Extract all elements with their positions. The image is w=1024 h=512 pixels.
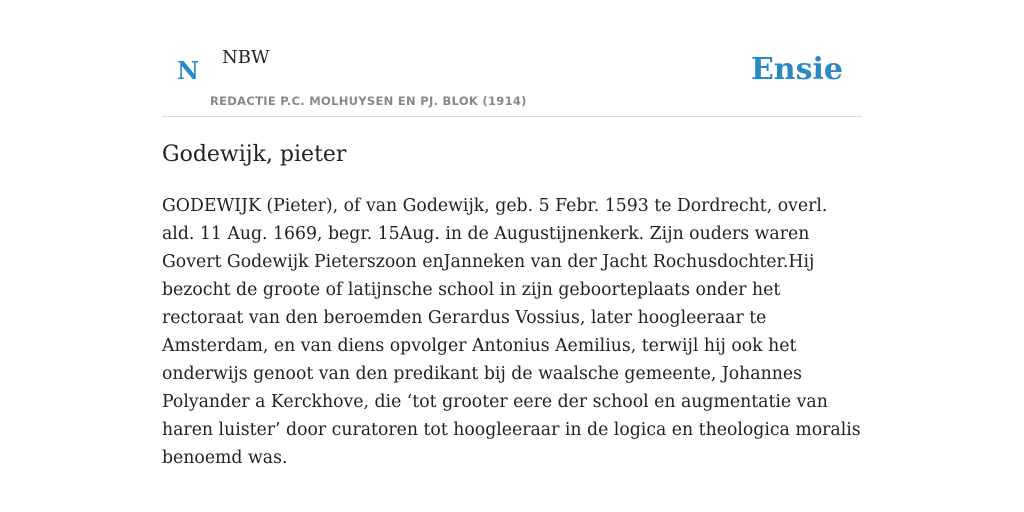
source-subtitle: REDACTIE P.C. MOLHUYSEN EN PJ. BLOK (1914) xyxy=(210,94,527,108)
nbw-logo-icon[interactable]: N xyxy=(177,56,199,85)
ensie-logo-link[interactable]: Ensie xyxy=(750,52,843,87)
article-title: Godewijk, pieter xyxy=(162,142,347,167)
header xyxy=(162,0,862,117)
source-name-link[interactable]: NBW xyxy=(222,47,270,68)
article-body: GODEWIJK (Pieter), of van Godewijk, geb. 5 Febr. 1593 te Dordrecht, overl. ald. 11 Aug. 1669, begr. 15Aug. in de Augustijnenkerk. Zijn ouders waren Govert Godewijk Pieterszoon enJanneken van der Jacht Rochusdochter.Hij bezocht de groote of latijnsche school in zijn geboorteplaats onder het rectoraat van den beroemden Gerardus Vossius, later hoogleeraar te Amsterdam, en van diens opvolger Antonius Aemilius, terwijl hij ook het onderwijs genoot van den predikant bij de waalsche gemeente, Johannes Polyander a Kerckhove, die ‘tot grooter eere der school en augmentatie van haren luister’ door curatoren tot hoogleeraar in de logica en theologica moralis benoemd was. xyxy=(162,196,861,468)
